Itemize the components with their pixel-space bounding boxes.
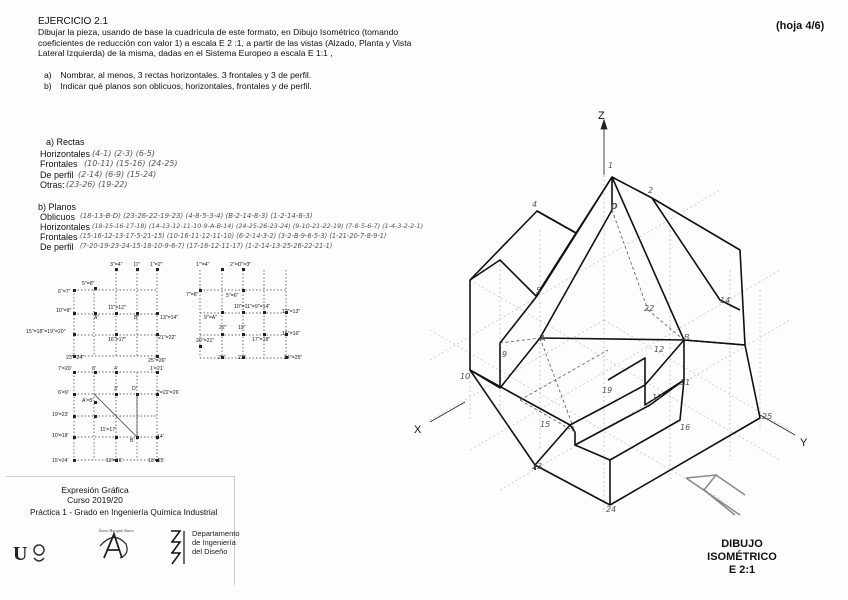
planta-label: B' — [130, 438, 135, 444]
planta-label: 11'=17' — [100, 427, 117, 433]
planta-points — [73, 371, 159, 462]
alzado-label: 5"=8" — [82, 281, 95, 287]
iso-point-label: 1 — [608, 161, 614, 170]
alzado-label: 16"=17" — [108, 337, 127, 343]
exercise-title: EJERCICIO 2.1 — [38, 16, 109, 27]
task-item: a) Nombrar, al menos, 3 rectas horizontales. 3 frontales y 3 de perfil. — [44, 70, 312, 80]
planos-perfil-label: De perfil — [40, 242, 74, 252]
iso-point-label: 16 — [680, 423, 691, 432]
lateral-label: 15"=16" — [282, 331, 301, 337]
lateral-label: 17"=18" — [252, 337, 271, 343]
alzado-label: 6"=7" — [58, 289, 71, 295]
lateral-label: 1'"=4" — [196, 262, 210, 268]
alzado-label: 25"=26" — [148, 358, 167, 364]
lateral-label: 10"=11"=9"=14" — [234, 304, 271, 310]
axis-z-label: Z — [598, 110, 605, 122]
alzado-label: B" — [134, 315, 140, 321]
drawing-title: DIBUJO ISOMÉTRICO — [707, 538, 777, 563]
planos-frontales-value: (15-16-12-13-17-5-21-15) (10-16-11-12-11-10) (6-2-14-3-2) (3-2-B-9-6-5-3) (1-21-20-7-8-9-1) — [80, 232, 387, 240]
rectas-heading: a) Rectas — [46, 137, 85, 147]
alzado-label: 13"=14" — [160, 315, 179, 321]
planta-label: 4' — [114, 366, 118, 372]
rectas-otras-label: Otras: — [40, 180, 65, 190]
iso-point-label: 14 — [720, 296, 731, 305]
planta-label: 15'=24' — [52, 458, 69, 464]
lateral-label: 23" — [238, 355, 246, 361]
exercise-statement: Dibujar la pieza, usando de base la cuadrícula de este formato, en Dibujo Isométrico (tomando coeficientes de reducción con valor 1) a escala E 2 :1, a partir de las vistas (Alzado, Planta y Vista Lateral Izquierda) de la misma, dadas en el Sistema Europeo a escala E 1:1 , — [38, 27, 412, 58]
iso-point-label: 22 — [644, 304, 655, 313]
planos-frontales-label: Frontales — [40, 232, 78, 242]
lateral-label: 19" — [238, 325, 246, 331]
iso-point-label: D — [611, 202, 618, 211]
axis-y-label: Y — [800, 437, 808, 449]
alzado-label: 21"=22" — [158, 335, 177, 341]
planta-label: 19'=23' — [52, 412, 69, 418]
iso-point-label: 2 — [648, 186, 654, 195]
department-logo — [168, 528, 190, 568]
planta-label: 10'=18' — [52, 433, 69, 439]
lateral-label: 2"=D"=3" — [230, 262, 252, 268]
alzado-label: 11"=12" — [108, 305, 126, 311]
iso-point-label: 25 — [762, 412, 773, 421]
iso-point-label: 19 — [602, 386, 613, 395]
lateral-label: 9"=A" — [204, 315, 218, 321]
alzado-label: 3"=4" — [110, 262, 123, 268]
iso-point-label: 10 — [460, 372, 471, 381]
planos-oblicuos-label: Oblicuos — [40, 212, 76, 222]
lateral-label: 7"=8" — [186, 292, 199, 298]
planta-label: 6'=9' — [58, 390, 69, 396]
rectas-frontales-value: (10-11) (15-16) (24-25) — [84, 159, 178, 168]
planta-label: 13'=25' — [148, 458, 165, 464]
lateral-label: 26" — [218, 355, 226, 361]
drawing-scale: E 2:1 — [728, 564, 756, 576]
iso-point-label: 15 — [540, 420, 551, 429]
course-title: Expresión Gráfica — [61, 485, 129, 495]
task-item: b) Indicar qué planos son oblicuos, horizontales, frontales y de perfil. — [44, 80, 312, 91]
planta-label: 7'=20' — [58, 366, 72, 372]
iso-point-label: 24 — [606, 505, 617, 514]
rectas-frontales-label: Frontales — [40, 159, 78, 169]
planta-label: 2'=22'=26' — [156, 390, 180, 396]
iso-point-label: 17 — [652, 393, 663, 402]
alzado-label: A" — [94, 315, 100, 321]
planta-label: 14' — [157, 434, 164, 440]
drawing-title-block — [686, 538, 798, 577]
planta-label: A'=5' — [82, 398, 94, 404]
signature-text: Ávaro Marqués Saura — [98, 528, 134, 533]
axis-x-label: X — [414, 424, 422, 436]
planta-label: 3' — [114, 386, 118, 392]
planos-heading: b) Planos — [38, 202, 77, 212]
lateral-label: 20"=21" — [196, 338, 215, 344]
practice-label: Práctica 1 - Grado en Ingeniería Química Industrial — [30, 507, 218, 517]
planos-horizontales-label: Horizontales — [40, 222, 91, 232]
university-logo — [12, 538, 48, 566]
lateral-label: 24"=25" — [284, 355, 303, 361]
lateral-label: 22" — [219, 325, 227, 331]
planos-perfil-value: (7-20-19-23-24-15-18-10-9-6-7) (17-16-12-11-17) (1-2-14-13-25-26-22-21-1) — [80, 242, 333, 250]
iso-point-label: 12 — [654, 345, 665, 354]
planos-horizontales-value: (18-15-16-17-18) (14-13-12-11-10-9-A-B-14) (24-25-26-23-24) (9-10-21-22-19) (7-8-5-6-7) (1-4-3-2-2-1) — [92, 222, 424, 230]
alzado-label: D" — [134, 262, 140, 268]
lateral-label: 12"=13" — [282, 309, 301, 315]
planta-label: D' — [132, 386, 137, 392]
alzado-label: 1"=2" — [150, 262, 163, 268]
rectas-horizontales-value: (4-1) (2-3) (6-5) — [92, 149, 156, 158]
iso-grid — [430, 130, 790, 510]
iso-point-label: 5 — [536, 286, 542, 295]
iso-point-label: 9 — [502, 350, 508, 359]
rectas-perfil-label: De perfil — [40, 170, 74, 180]
iso-point-label: 4 — [532, 200, 538, 209]
alzado-label: 10"=9" — [56, 308, 72, 314]
alzado-label: 23"=24" — [66, 355, 85, 361]
planta-label: 8' — [92, 366, 96, 372]
lateral-points — [199, 268, 288, 359]
lateral-label: 5"=6" — [226, 293, 239, 299]
planta-label: 12'=16' — [106, 458, 123, 464]
iso-point-label: A — [540, 334, 546, 343]
svg-text:U: U — [13, 543, 28, 565]
alzado-label: 15"=18"=19"=20" — [26, 329, 66, 335]
planta-label: 1'=21' — [150, 366, 164, 372]
rectas-perfil-value: (2-14) (6-9) (15-24) — [78, 170, 157, 179]
planos-oblicuos-value: (18-13-B-D) (23-26-22-19-23) (4-8-5-3-4) (B-2-14-8-3) (1-2-14-8-3) — [80, 212, 313, 220]
iso-point-label: 11 — [680, 378, 691, 387]
course-year: Curso 2019/20 — [67, 495, 123, 505]
rectas-otras-value: (23-26) (19-22) — [66, 180, 128, 189]
course-info — [40, 485, 150, 505]
signature-logo — [86, 528, 146, 572]
department-name: Departamento de Ingeniería del Diseño — [192, 529, 240, 556]
sheet-number: (hoja 4/6) — [776, 20, 825, 32]
iso-point-label: 23 — [532, 462, 543, 471]
iso-point-label: B — [684, 333, 690, 342]
rectas-horizontales-label: Horizontales — [40, 149, 91, 159]
view-arrow — [686, 475, 745, 515]
